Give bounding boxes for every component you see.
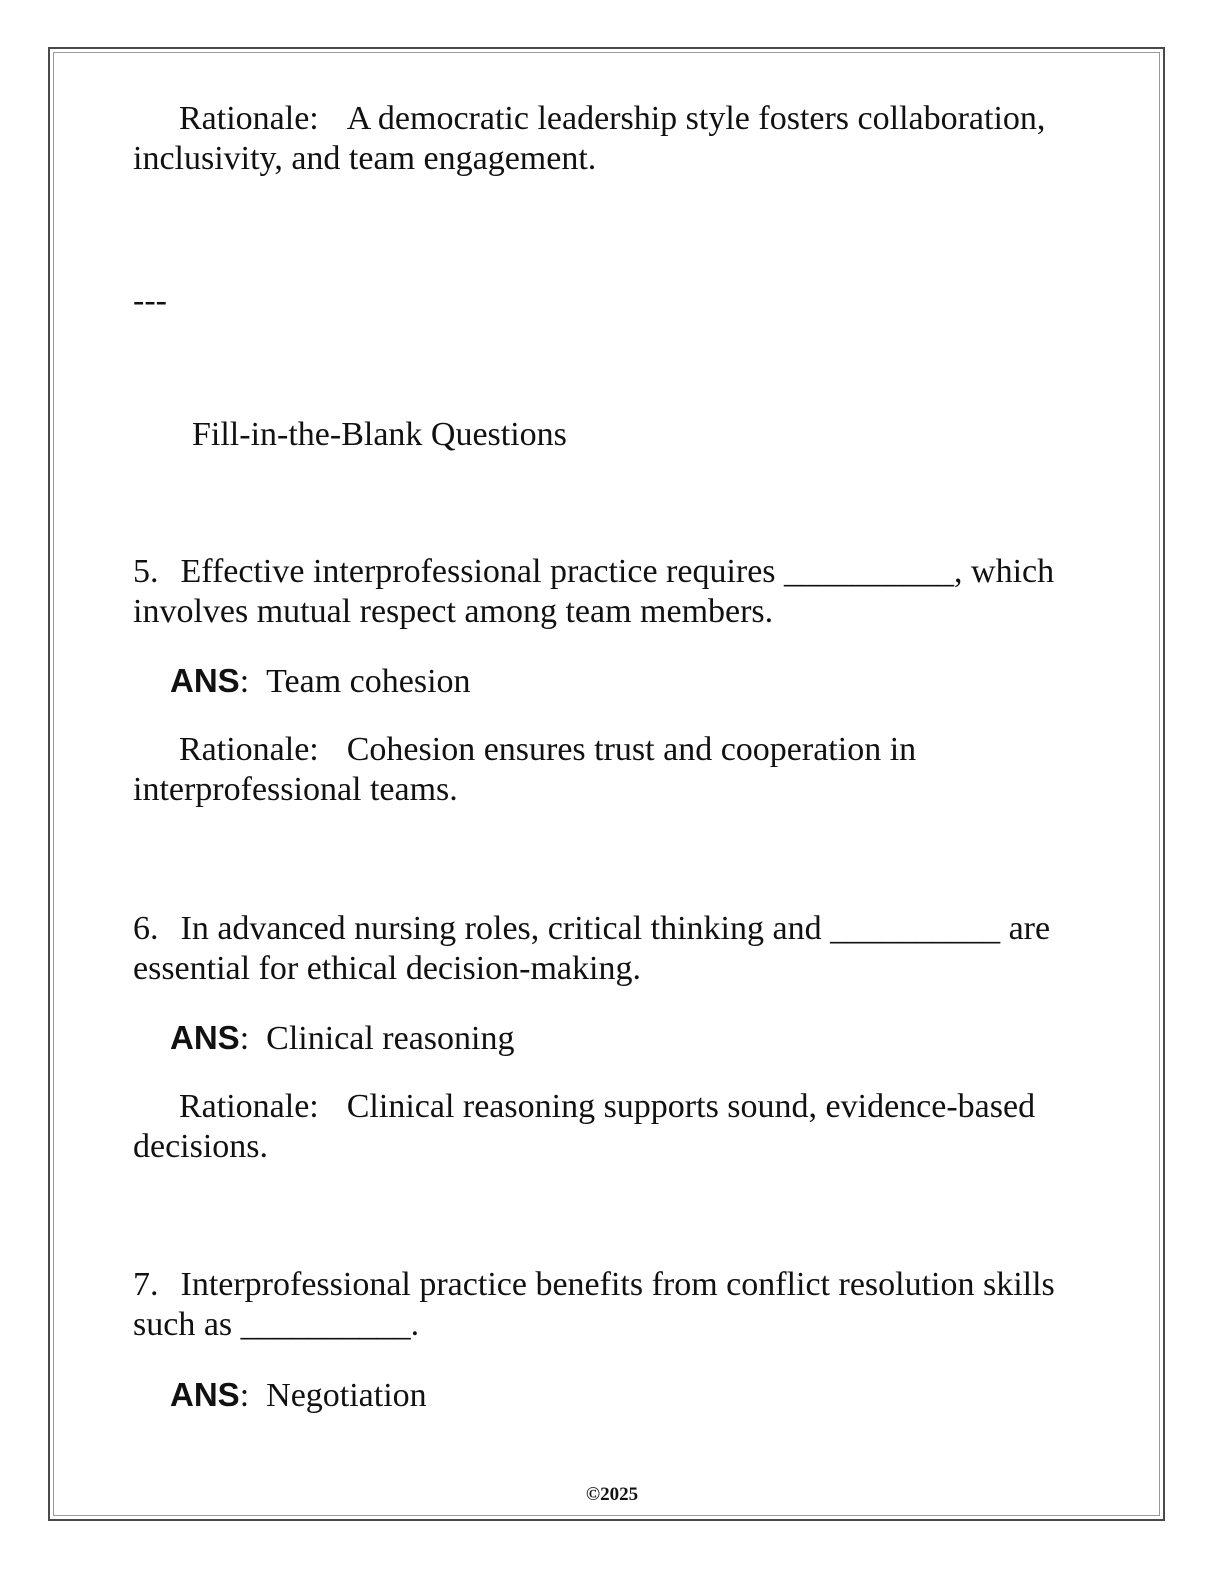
ans-label: ANS <box>170 662 240 699</box>
rationale-text: Cohesion ensures trust and cooperation in interprofessional teams. <box>133 731 917 808</box>
question-5 <box>133 552 1113 632</box>
answer-7: ANS: Negotiation <box>170 1376 427 1414</box>
answer-text: Clinical reasoning <box>266 1020 515 1057</box>
rationale-label: Rationale: <box>179 1088 319 1125</box>
section-heading: Fill-in-the-Blank Questions <box>192 416 567 453</box>
question-text: Effective interprofessional practice requires __________, which involves mutual respect among team members. <box>133 553 1055 630</box>
question-text: Interprofessional practice benefits from conflict resolution skills such as __________. <box>133 1266 1055 1343</box>
rationale-label: Rationale: <box>179 100 319 137</box>
rationale-paragraph <box>133 99 1113 179</box>
rationale-label: Rationale: <box>179 731 319 768</box>
rationale-text: Clinical reasoning supports sound, evidence-based decisions. <box>133 1088 1036 1165</box>
question-number: 6. <box>133 910 159 947</box>
rationale-text: A democratic leadership style fosters collaboration, inclusivity, and team engagement. <box>133 100 1046 177</box>
question-6 <box>133 909 1113 989</box>
answer-6: ANS: Clinical reasoning <box>170 1019 515 1057</box>
answer-5: ANS: Team cohesion <box>170 662 471 700</box>
answer-text: Team cohesion <box>266 663 471 700</box>
answer-text: Negotiation <box>266 1377 427 1414</box>
copyright-footer: ©2025 <box>585 1484 639 1505</box>
question-7 <box>133 1265 1113 1345</box>
rationale-6 <box>133 1087 1113 1167</box>
question-number: 7. <box>133 1266 159 1303</box>
question-number: 5. <box>133 553 159 590</box>
section-separator: --- <box>133 282 167 319</box>
rationale-5 <box>133 730 1113 810</box>
question-text: In advanced nursing roles, critical thinking and __________ are essential for ethical decision-making. <box>133 910 1051 987</box>
ans-label: ANS <box>170 1376 240 1413</box>
ans-label: ANS <box>170 1019 240 1056</box>
